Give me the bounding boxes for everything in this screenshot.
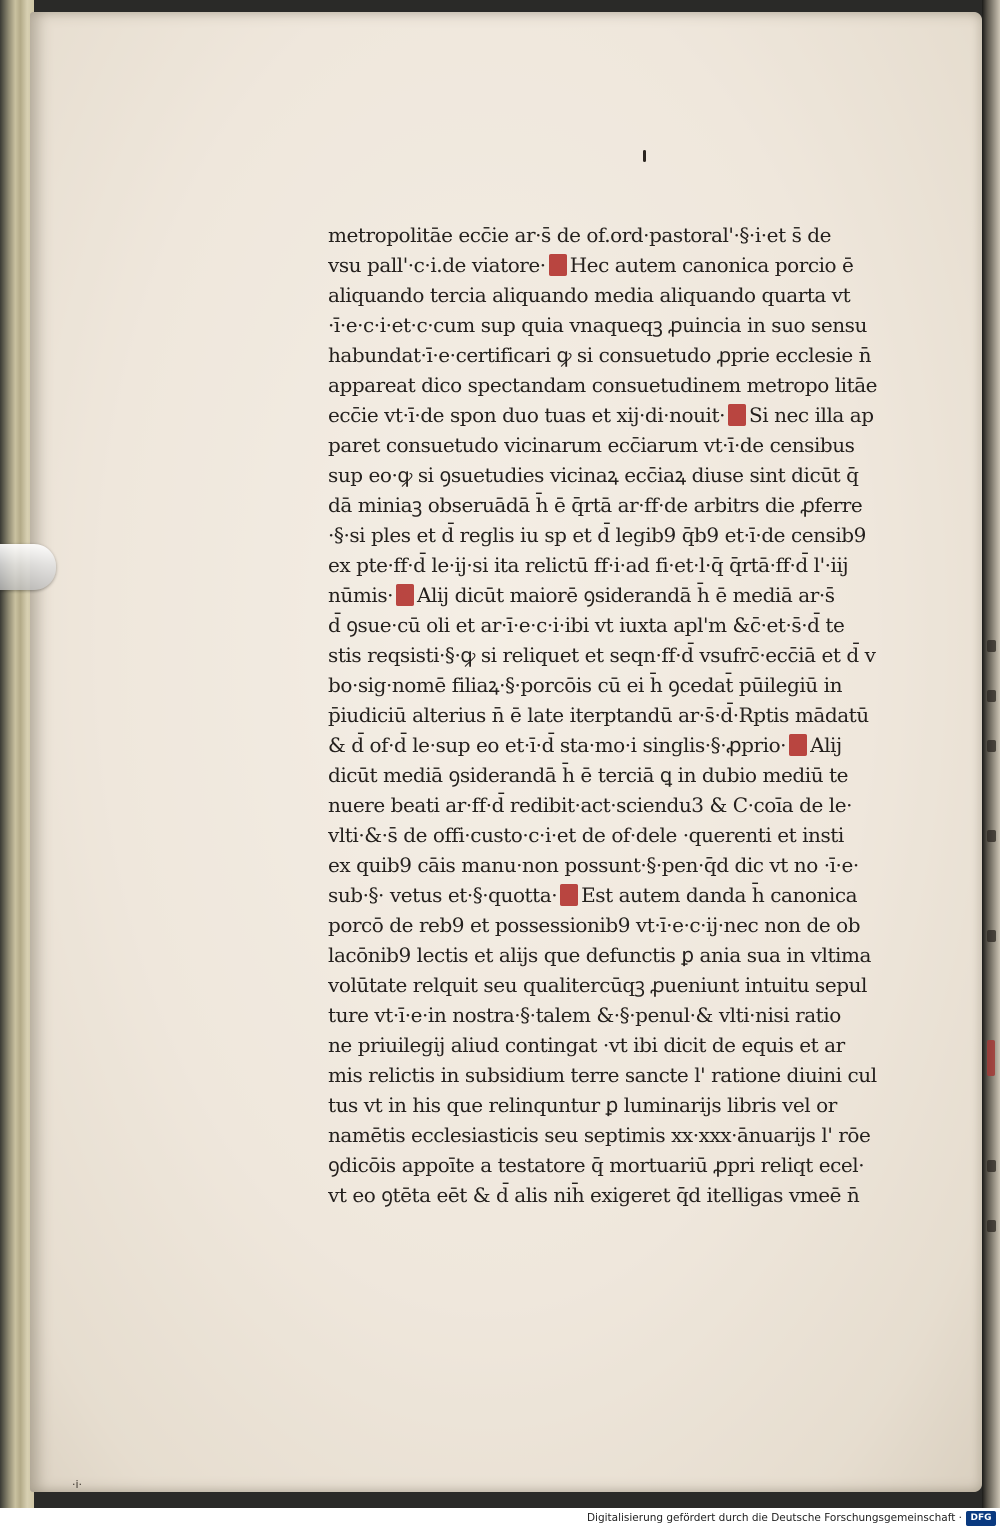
adjacent-page-mark xyxy=(987,690,996,702)
line-text: sup eo·ꝙ si ꝯsuetudies vicinaꝝ ecc̄iaꝝ diuse sint dicūt q̄ xyxy=(328,463,859,487)
text-line xyxy=(328,700,928,730)
text-line xyxy=(328,1120,928,1150)
page-top-mark xyxy=(643,150,646,162)
line-text: ꝯdicōis appoīte a testatore q̄ mortuariū ꝓpri reliqt ecel· xyxy=(328,1153,865,1177)
text-line xyxy=(328,1000,928,1030)
text-line xyxy=(328,610,928,640)
line-text: vsu pall'·c·i.de viatore· xyxy=(328,253,546,277)
rubric-mark xyxy=(549,254,567,276)
line-text: lacōnib9 lectis et alijs que defunctis ꝑ ania sua in vltima xyxy=(328,943,871,967)
text-line xyxy=(328,1090,928,1120)
book-page-edge xyxy=(0,0,34,1508)
line-text-after-rubric: Alij xyxy=(810,733,842,757)
line-text: p̄iudiciū alterius n̄ ē late iterptandū ar·s̄·d̄·Rptis mādatū xyxy=(328,703,869,727)
line-text: vlti·&·s̄ de offi·custo·c·i·et de of·dele ·querenti et insti xyxy=(328,823,844,847)
text-line xyxy=(328,790,928,820)
line-text: ture vt·ī·e·in nostra·§·talem &·§·penul·& vlti·nisi ratio xyxy=(328,1003,841,1027)
line-text: appareat dico spectandam consuetudinem metropo litāe xyxy=(328,373,878,397)
line-text-after-rubric: Est autem danda h̄ canonica xyxy=(581,883,858,907)
footer-credit: Digitalisierung gefördert durch die Deutsche Forschungsgemeinschaft · xyxy=(586,1512,962,1524)
line-text: habundat·ī·e·certificari ꝙ si consuetudo ꝓprie ecclesie n̄ xyxy=(328,343,872,367)
line-text: metropolitāe ecc̄ie ar·s̄ de of.ord·pastoral'·§·i·et s̄ de xyxy=(328,223,832,247)
text-line xyxy=(328,850,928,880)
text-line xyxy=(328,820,928,850)
line-text: paret consuetudo vicinarum ecc̄iarum vt·ī·de censibus xyxy=(328,433,855,457)
text-line xyxy=(328,340,928,370)
line-text: ex quib9 cāis manu·non possunt·§·pen·q̄d dic vt no ·ī·e· xyxy=(328,853,859,877)
line-text: tus vt in his que relinquntur ꝑ luminarijs libris vel or xyxy=(328,1093,837,1117)
line-text-after-rubric: Hec autem canonica porcio ē xyxy=(569,253,854,277)
footer-bar xyxy=(0,1508,1000,1530)
text-line xyxy=(328,250,928,280)
line-text: nuere beati ar·ff·d̄ redibit·act·sciendu3 & C·coīa de le· xyxy=(328,793,853,817)
text-line xyxy=(328,1150,928,1180)
text-line xyxy=(328,970,928,1000)
line-text: ne priuilegij aliud contingat ·vt ibi dicit de equis et ar xyxy=(328,1033,845,1057)
text-line xyxy=(328,940,928,970)
text-line xyxy=(328,1060,928,1090)
text-line xyxy=(328,670,928,700)
text-line xyxy=(328,280,928,310)
adjacent-page-mark xyxy=(987,640,996,652)
text-line xyxy=(328,1030,928,1060)
line-text: volūtate relquit seu qualitercūqꝫ ꝓueniunt intuitu sepul xyxy=(328,973,867,997)
text-line xyxy=(328,580,928,610)
adjacent-page-mark xyxy=(987,1160,996,1172)
line-text: bo·sig·nomē filiaꝝ·§·porcōis cū ei h̄ ꝯcedat̄ pūilegiū in xyxy=(328,673,842,697)
text-line xyxy=(328,550,928,580)
line-text: aliquando tercia aliquando media aliquando quarta vt xyxy=(328,283,851,307)
text-line xyxy=(328,760,928,790)
page-foot-mark: ·i· xyxy=(72,1478,83,1491)
text-line xyxy=(328,430,928,460)
text-line xyxy=(328,220,928,250)
text-line xyxy=(328,880,928,910)
text-line xyxy=(328,310,928,340)
text-line xyxy=(328,370,928,400)
text-line xyxy=(328,490,928,520)
dfg-logo: DFG xyxy=(966,1511,996,1526)
rubric-mark xyxy=(728,404,746,426)
adjacent-page-rubric xyxy=(987,1040,995,1076)
text-line xyxy=(328,520,928,550)
text-line xyxy=(328,400,928,430)
line-text-after-rubric: Alij dicūt maiorē ꝯsiderandā h̄ ē mediā ar·s̄ xyxy=(417,583,835,607)
line-text: ecc̄ie vt·ī·de spon duo tuas et xij·di·nouit· xyxy=(328,403,725,427)
line-text: ·§·si ples et d̄ reglis iu sp et d̄ legib9 q̄b9 et·ī·de censib9 xyxy=(328,523,866,547)
text-line xyxy=(328,640,928,670)
line-text: stis reqsisti·§·ꝙ si reliquet et seqn·ff·d̄ vsufrc̄·ecc̄iā et d̄ v xyxy=(328,643,876,667)
text-line xyxy=(328,1180,928,1210)
book-clamp xyxy=(0,544,56,590)
adjacent-page-mark xyxy=(987,740,996,752)
text-line xyxy=(328,910,928,940)
adjacent-page-mark xyxy=(987,1220,996,1232)
line-text: porcō de reb9 et possessionib9 vt·ī·e·c·ij·nec non de ob xyxy=(328,913,861,937)
line-text: vt eo ꝯtēta eēt & d̄ alis nih̄ exigeret q̄d itelligas vmeē n̄ xyxy=(328,1183,860,1207)
rubric-mark xyxy=(560,884,578,906)
adjacent-page-strip xyxy=(982,0,1000,1508)
adjacent-page-mark xyxy=(987,930,996,942)
text-line xyxy=(328,460,928,490)
line-text: d̄ ꝯsue·cū oli et ar·ī·e·c·i·ibi vt iuxta apl'm &c̄·et·s̄·d̄ te xyxy=(328,613,845,637)
rubric-mark xyxy=(396,584,414,606)
rubric-mark xyxy=(789,734,807,756)
line-text: & d̄ of·d̄ le·sup eo et·ī·d̄ sta·mo·i singlis·§·ꝓprio· xyxy=(328,733,787,757)
adjacent-page-mark xyxy=(987,830,996,842)
line-text: mis relictis in subsidium terre sancte l' ratione diuini cul xyxy=(328,1063,877,1087)
line-text: ex pte·ff·d̄ le·ij·si ita relictū ff·i·ad fi·et·l·q̄ q̄rtā·ff·d̄ l'·iij xyxy=(328,553,849,577)
line-text: namētis ecclesiasticis seu septimis xx·xxx·ānuarijs l' rōe xyxy=(328,1123,871,1147)
line-text: sub·§· vetus et·§·quotta· xyxy=(328,883,558,907)
line-text: ·ī·e·c·i·et·c·cum sup quia vnaqueqꝫ ꝓuincia in suo sensu xyxy=(328,313,867,337)
line-text: nūmis· xyxy=(328,583,394,607)
text-block xyxy=(328,220,928,1210)
line-text: dicūt mediā ꝯsiderandā h̄ ē terciā ꝗ in dubio mediū te xyxy=(328,763,849,787)
text-line xyxy=(328,730,928,760)
line-text: dā miniaꝫ obseruādā h̄ ē q̄rtā ar·ff·de arbitrs die ꝓferre xyxy=(328,493,863,517)
line-text-after-rubric: Si nec illa ap xyxy=(748,403,874,427)
